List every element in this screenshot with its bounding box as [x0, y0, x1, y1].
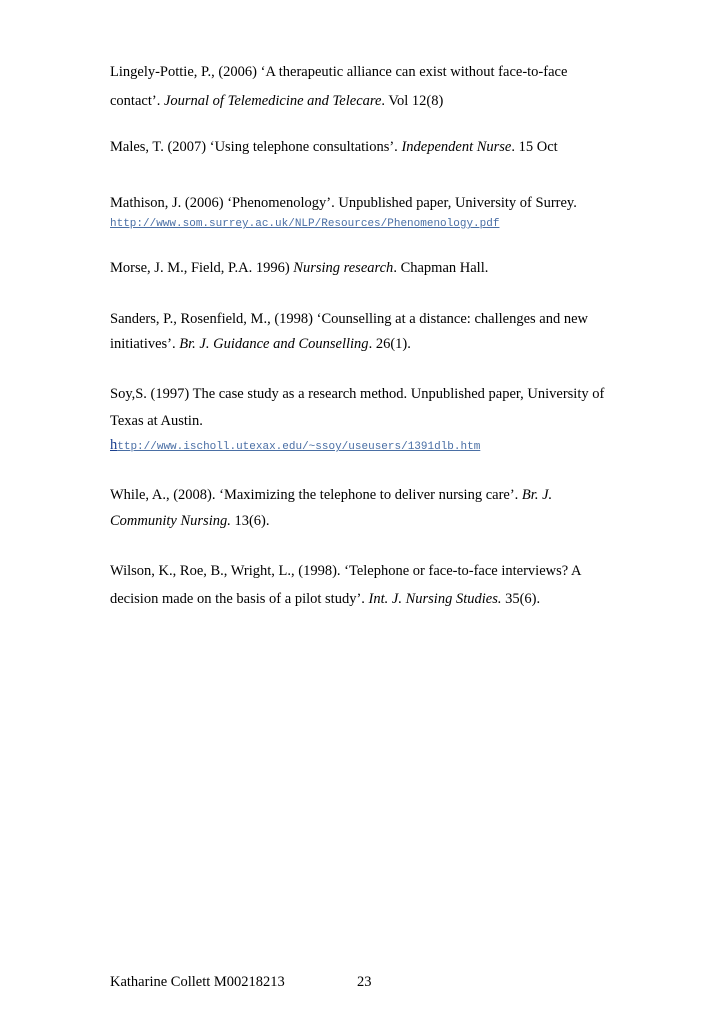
- reference-text: Males, T. (2007) ‘Using telephone consultations’.: [110, 139, 402, 155]
- book-title: Nursing research: [293, 260, 394, 276]
- reference-text: . Chapman Hall.: [393, 260, 489, 276]
- journal-title: Br. J.: [521, 487, 553, 503]
- reference-lingely-pottie-line-1: [110, 63, 567, 81]
- journal-title: Journal of Telemedicine and Telecare: [163, 93, 382, 109]
- reference-text: Sanders, P., Rosenfield, M., (1998) ‘Counselling at a distance: challenges and new: [110, 311, 588, 327]
- reference-wilson-line-1: [110, 562, 581, 580]
- reference-text: Morse, J. M., Field, P.A. 1996): [110, 260, 294, 276]
- reference-text: . 26(1).: [368, 336, 411, 352]
- url-remainder: ttp://www.ischoll.utexax.edu/~ssoy/useusers/1391dlb.htm: [117, 441, 481, 453]
- page-number: 23: [357, 974, 372, 990]
- reference-text: decision made on the basis of a pilot study’.: [110, 591, 369, 607]
- reference-text: 13(6).: [230, 513, 270, 529]
- reference-males: [110, 138, 558, 156]
- reference-morse: [110, 259, 488, 277]
- journal-title: Br. J. Guidance and Counselling: [179, 336, 369, 352]
- reference-while-line-1: [110, 486, 552, 504]
- reference-sanders-line-2: [110, 335, 411, 353]
- reference-mathison-url-line: [110, 213, 499, 233]
- reference-text: Texas at Austin.: [110, 413, 203, 429]
- reference-text: . 15 Oct: [511, 139, 558, 155]
- footer-author: Katharine Collett M00218213: [110, 974, 285, 990]
- reference-text: Mathison, J. (2006) ‘Phenomenology’. Unpublished paper, University of Surrey.: [110, 195, 577, 211]
- reference-text: Wilson, K., Roe, B., Wright, L., (1998). ‘Telephone or face-to-face interviews? A: [110, 563, 582, 579]
- reference-text: Soy,S. (1997) The case study as a research method. Unpublished paper, University of: [110, 386, 605, 402]
- journal-title: Independent Nurse: [401, 139, 512, 155]
- reference-text: Lingely-Pottie, P., (2006) ‘A therapeutic alliance can exist without face-to-face: [110, 64, 568, 80]
- reference-soy-line-2: [110, 412, 203, 430]
- journal-title: Int. J. Nursing Studies.: [368, 591, 502, 607]
- reference-soy-line-1: [110, 385, 604, 403]
- reference-while-line-2: [110, 512, 270, 530]
- reference-text: . Vol 12(8): [381, 93, 444, 109]
- reference-mathison-line-1: [110, 194, 577, 212]
- reference-sanders-line-1: [110, 310, 588, 328]
- journal-title: Community Nursing.: [110, 513, 231, 529]
- reference-url-link[interactable]: http://www.som.surrey.ac.uk/NLP/Resources/Phenomenology.pdf: [110, 218, 500, 230]
- reference-text: 35(6).: [501, 591, 541, 607]
- reference-text: contact’.: [110, 93, 164, 109]
- reference-text: While, A., (2008). ‘Maximizing the telephone to deliver nursing care’.: [110, 487, 522, 503]
- reference-wilson-line-2: [110, 590, 540, 608]
- reference-text: initiatives’.: [110, 336, 180, 352]
- url-first-letter: h: [110, 437, 118, 453]
- reference-soy-url-line: [110, 436, 480, 456]
- reference-url-link[interactable]: [110, 437, 480, 453]
- reference-lingely-pottie-line-2: [110, 92, 443, 110]
